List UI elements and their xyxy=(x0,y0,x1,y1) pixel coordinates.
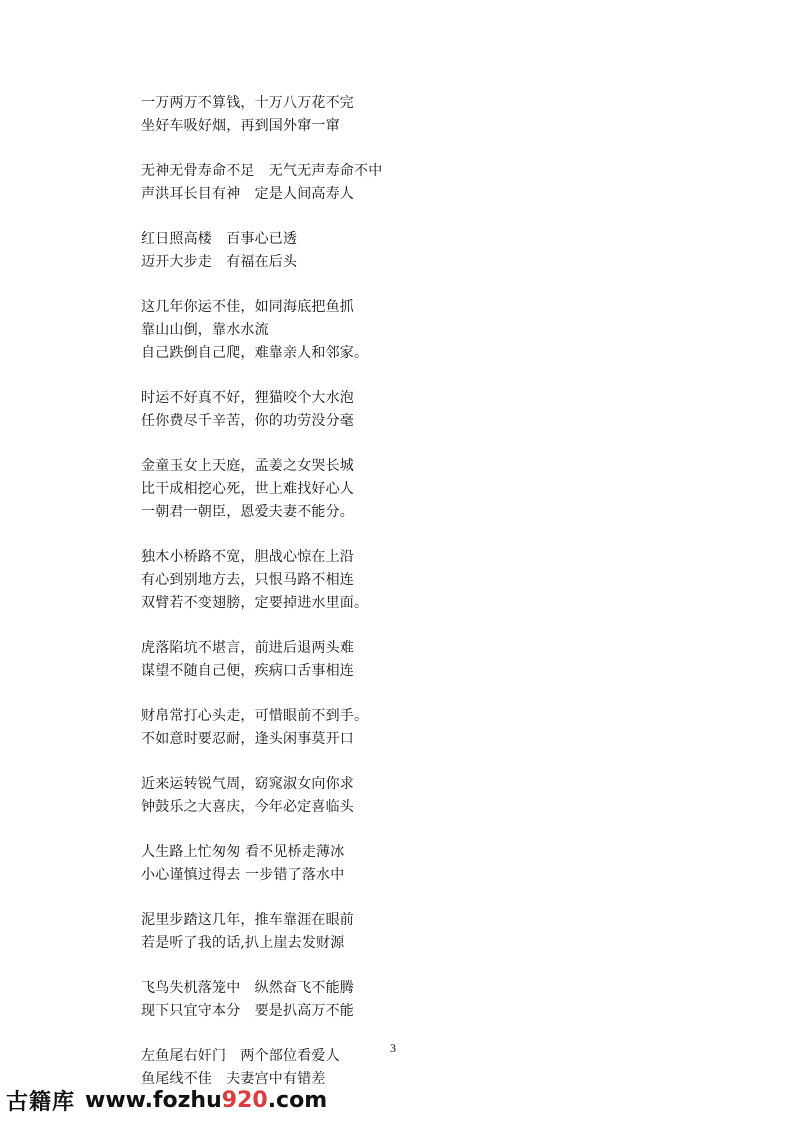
verse-stanza xyxy=(141,637,621,683)
verse-line: 一朝君一朝臣，恩爱夫妻不能分。 xyxy=(141,504,354,520)
verse-line: 一万两万不算钱，十万八万花不完 xyxy=(141,95,354,111)
verse-line: 红日照高楼 百事心已透 xyxy=(141,231,298,247)
verse-line: 左鱼尾右奸门 两个部位看爱人 xyxy=(141,1048,340,1064)
verse-stanza xyxy=(141,773,621,819)
verse-stanza xyxy=(141,296,621,365)
verse-content xyxy=(141,92,621,1113)
verse-line: 鱼尾线不佳 夫妻宫中有错差 xyxy=(141,1071,326,1087)
verse-stanza xyxy=(141,841,621,887)
watermark-url-prefix: www.fozhu xyxy=(85,1087,222,1113)
verse-stanza xyxy=(141,455,621,524)
verse-stanza xyxy=(141,228,621,274)
verse-line: 谋望不随自己便，疾病口舌事相连 xyxy=(141,663,354,679)
watermark-url xyxy=(85,1088,327,1113)
verse-stanza xyxy=(141,546,621,615)
verse-line: 迈开大步走 有福在后头 xyxy=(141,254,298,270)
verse-line: 靠山山倒，靠水水流 xyxy=(141,322,269,338)
verse-line: 钟鼓乐之大喜庆，今年必定喜临头 xyxy=(141,799,354,815)
verse-line: 自己跌倒自己爬，难靠亲人和邻家。 xyxy=(141,345,369,361)
verse-line: 虎落陷坑不堪言，前进后退两头难 xyxy=(141,640,354,656)
verse-line: 这几年你运不佳，如同海底把鱼抓 xyxy=(141,299,354,315)
watermark-name: 古籍库 xyxy=(6,1089,76,1115)
verse-line: 无神无骨寿命不足 无气无声寿命不中 xyxy=(141,163,383,179)
verse-line: 飞鸟失机落笼中 纵然奋飞不能腾 xyxy=(141,980,354,996)
verse-line: 金童玉女上天庭，孟姜之女哭长城 xyxy=(141,458,354,474)
watermark-url-number: 920 xyxy=(221,1087,268,1113)
verse-line: 财帛常打心头走，可惜眼前不到手。 xyxy=(141,708,369,724)
verse-line: 现下只宜守本分 要是扒高万不能 xyxy=(141,1003,354,1019)
verse-line: 人生路上忙匆匆 看不见桥走薄冰 xyxy=(141,844,345,860)
watermark xyxy=(6,1084,327,1116)
verse-line: 任你费尽千辛苦，你的功劳没分毫 xyxy=(141,413,354,429)
verse-line: 近来运转锐气周，窈窕淑女向你求 xyxy=(141,776,354,792)
verse-stanza xyxy=(141,160,621,206)
verse-stanza xyxy=(141,977,621,1023)
verse-line: 小心谨慎过得去 一步错了落水中 xyxy=(141,867,345,883)
verse-stanza xyxy=(141,705,621,751)
verse-stanza xyxy=(141,387,621,433)
watermark-url-suffix: .com xyxy=(267,1087,328,1113)
verse-line: 声洪耳长目有神 定是人间高寿人 xyxy=(141,186,354,202)
verse-line: 坐好车吸好烟，再到国外窜一窜 xyxy=(141,118,340,134)
verse-stanza xyxy=(141,92,621,138)
verse-line: 不如意时要忍耐，逢头闲事莫开口 xyxy=(141,731,354,747)
verse-line: 若是听了我的话,扒上崖去发财源 xyxy=(141,935,345,951)
verse-line: 双臂若不变翅膀，定要掉进水里面。 xyxy=(141,595,369,611)
page-number: 3 xyxy=(390,1041,396,1055)
verse-line: 比干成相挖心死，世上难找好心人 xyxy=(141,481,354,497)
verse-stanza xyxy=(141,909,621,955)
verse-line: 有心到别地方去，只恨马路不相连 xyxy=(141,572,354,588)
verse-line: 泥里步踏这几年，推车靠涯在眼前 xyxy=(141,912,354,928)
verse-line: 独木小桥路不宽，胆战心惊在上沿 xyxy=(141,549,354,565)
verse-line: 时运不好真不好，狸猫咬个大水泡 xyxy=(141,390,354,406)
